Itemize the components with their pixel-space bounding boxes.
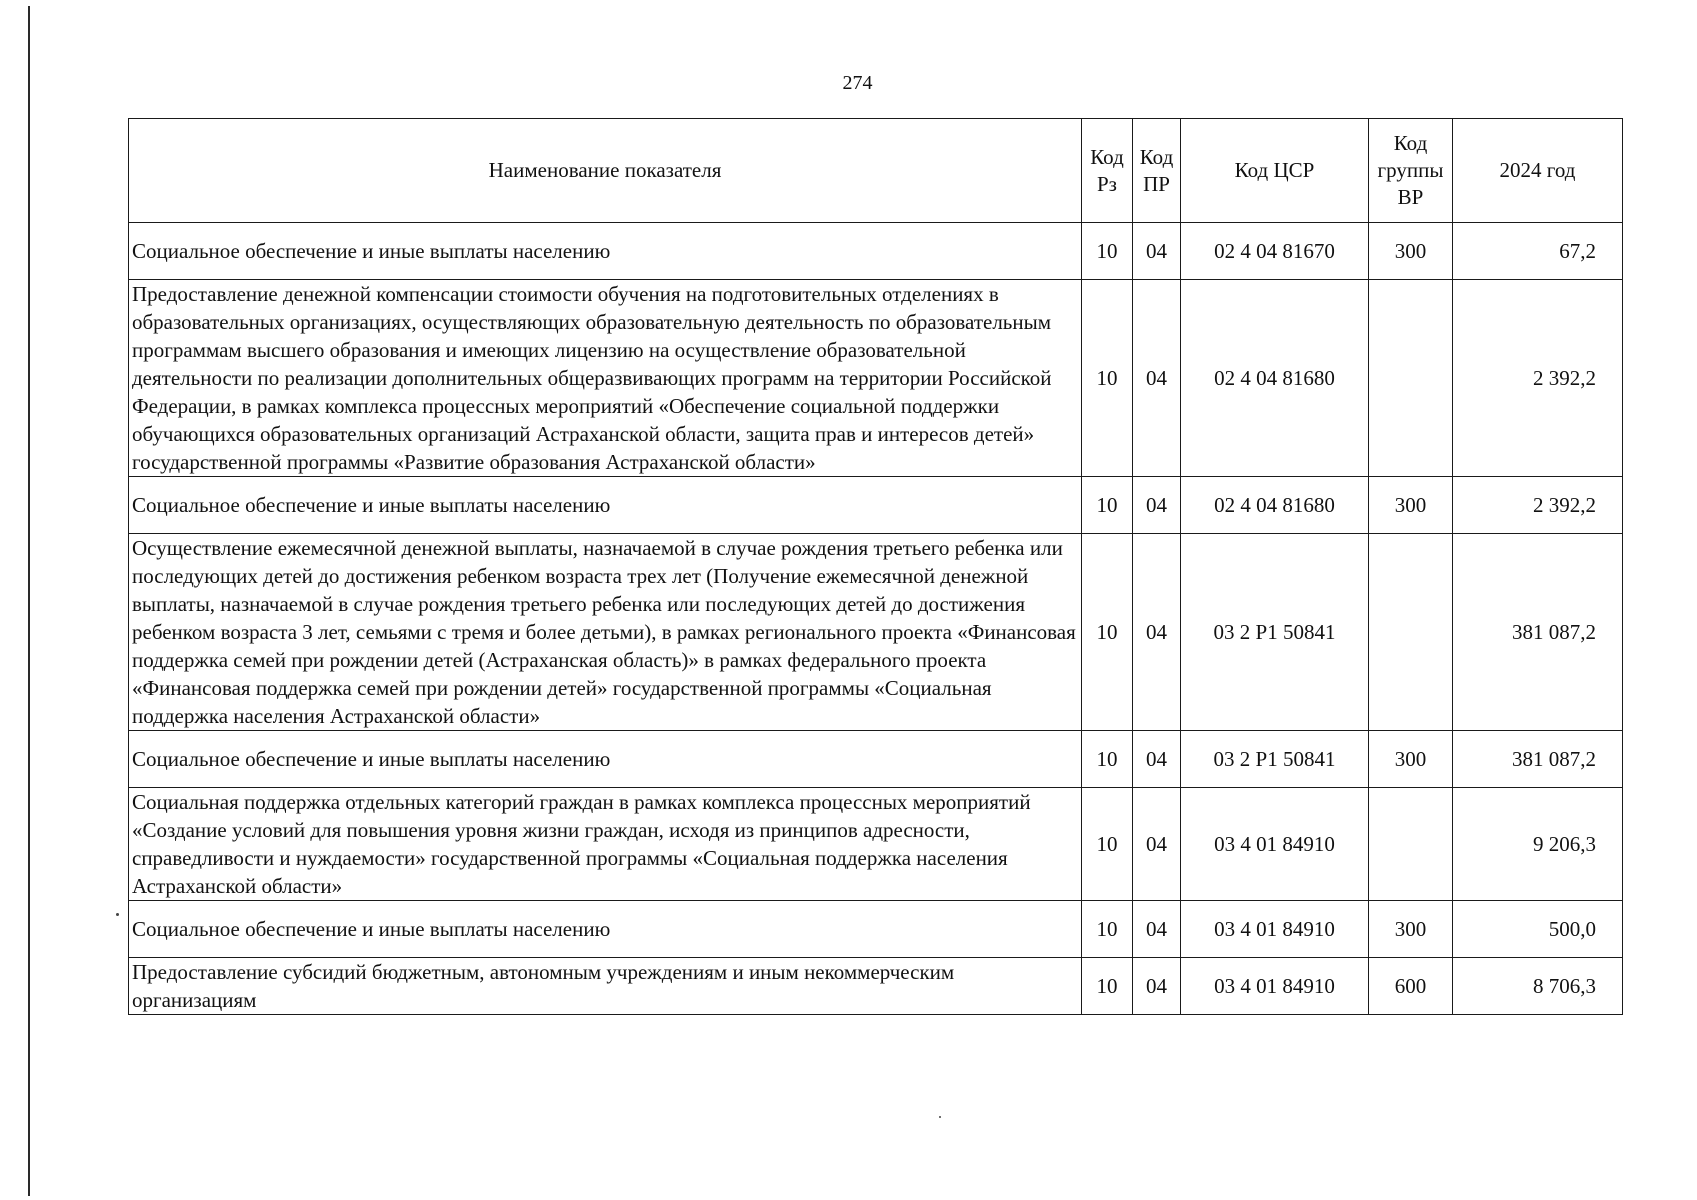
table-header-row (129, 119, 1623, 223)
row-rz: 10 (1082, 280, 1133, 477)
row-csr: 03 4 01 84910 (1181, 901, 1369, 958)
row-rz: 10 (1082, 788, 1133, 901)
row-pr: 04 (1133, 901, 1181, 958)
row-pr: 04 (1133, 958, 1181, 1015)
row-name: Социальное обеспечение и иные выплаты населению (129, 223, 1082, 280)
row-rz: 10 (1082, 477, 1133, 534)
row-sum: 381 087,2 (1453, 731, 1623, 788)
row-name: Социальное обеспечение и иные выплаты населению (129, 901, 1082, 958)
row-csr: 03 4 01 84910 (1181, 788, 1369, 901)
row-vr: 600 (1369, 958, 1453, 1015)
row-rz: 10 (1082, 534, 1133, 731)
row-sum: 2 392,2 (1453, 477, 1623, 534)
row-pr: 04 (1133, 223, 1181, 280)
scan-speck (116, 913, 119, 916)
scan-speck (939, 1116, 941, 1118)
header-name: Наименование показателя (129, 119, 1082, 223)
row-rz: 10 (1082, 901, 1133, 958)
row-pr: 04 (1133, 731, 1181, 788)
row-vr: 300 (1369, 477, 1453, 534)
row-vr: 300 (1369, 901, 1453, 958)
row-pr: 04 (1133, 280, 1181, 477)
header-vr: Код группы ВР (1369, 119, 1453, 223)
row-sum: 9 206,3 (1453, 788, 1623, 901)
left-margin-line (28, 6, 30, 1196)
table-row (129, 958, 1623, 1015)
table-row (129, 477, 1623, 534)
row-sum: 500,0 (1453, 901, 1623, 958)
page-number: 274 (842, 72, 873, 94)
row-name: Осуществление ежемесячной денежной выплаты, назначаемой в случае рождения третьего ребенка или последующих детей до достижения ребенком возраста трех лет (Получение ежемесячной денежной выплаты, назначаемой в случае рождения третьего ребенка или последующих детей до достижения ребенком возраста 3 лет, семьями с тремя и более детьми), в рамках регионального проекта «Финансовая поддержка семей при рождении детей (Астраханская область)» в рамках федерального проекта «Финансовая поддержка семей при рождении детей» государственной программы «Социальная поддержка населения Астраханской области» (129, 534, 1082, 731)
row-sum: 2 392,2 (1453, 280, 1623, 477)
row-name: Социальная поддержка отдельных категорий граждан в рамках комплекса процессных мероприятий «Создание условий для повышения уровня жизни граждан, исходя из принципов адресности, справедливости и нуждаемости» государственной программы «Социальная поддержка населения Астраханской области» (129, 788, 1082, 901)
table-row (129, 901, 1623, 958)
row-name: Предоставление денежной компенсации стоимости обучения на подготовительных отделениях в образовательных организациях, осуществляющих образовательную деятельность по образовательным программам высшего образования и имеющих лицензию на осуществление образовательной деятельности по реализации дополнительных общеразвивающих программ на территории Российской Федерации, в рамках комплекса процессных мероприятий «Обеспечение социальной поддержки обучающихся образовательных организаций Астраханской области, защита прав и интересов детей» государственной программы «Развитие образования Астраханской области» (129, 280, 1082, 477)
row-csr: 03 4 01 84910 (1181, 958, 1369, 1015)
header-rz: Код Рз (1082, 119, 1133, 223)
row-rz: 10 (1082, 958, 1133, 1015)
row-pr: 04 (1133, 477, 1181, 534)
table-row (129, 731, 1623, 788)
row-csr: 03 2 P1 50841 (1181, 534, 1369, 731)
row-rz: 10 (1082, 223, 1133, 280)
row-vr (1369, 788, 1453, 901)
row-vr: 300 (1369, 731, 1453, 788)
row-name: Социальное обеспечение и иные выплаты населению (129, 731, 1082, 788)
header-csr: Код ЦСР (1181, 119, 1369, 223)
table-row (129, 534, 1623, 731)
row-name: Предоставление субсидий бюджетным, автономным учреждениям и иным некоммерческим организациям (129, 958, 1082, 1015)
row-csr: 02 4 04 81680 (1181, 280, 1369, 477)
row-sum: 8 706,3 (1453, 958, 1623, 1015)
row-csr: 03 2 P1 50841 (1181, 731, 1369, 788)
row-pr: 04 (1133, 534, 1181, 731)
table-row (129, 788, 1623, 901)
row-csr: 02 4 04 81680 (1181, 477, 1369, 534)
header-pr: Код ПР (1133, 119, 1181, 223)
row-vr (1369, 280, 1453, 477)
row-csr: 02 4 04 81670 (1181, 223, 1369, 280)
row-sum: 381 087,2 (1453, 534, 1623, 731)
budget-table (128, 118, 1623, 1015)
table-row (129, 280, 1623, 477)
table-row (129, 223, 1623, 280)
row-pr: 04 (1133, 788, 1181, 901)
row-sum: 67,2 (1453, 223, 1623, 280)
row-vr: 300 (1369, 223, 1453, 280)
row-name: Социальное обеспечение и иные выплаты населению (129, 477, 1082, 534)
row-vr (1369, 534, 1453, 731)
header-year: 2024 год (1453, 119, 1623, 223)
row-rz: 10 (1082, 731, 1133, 788)
